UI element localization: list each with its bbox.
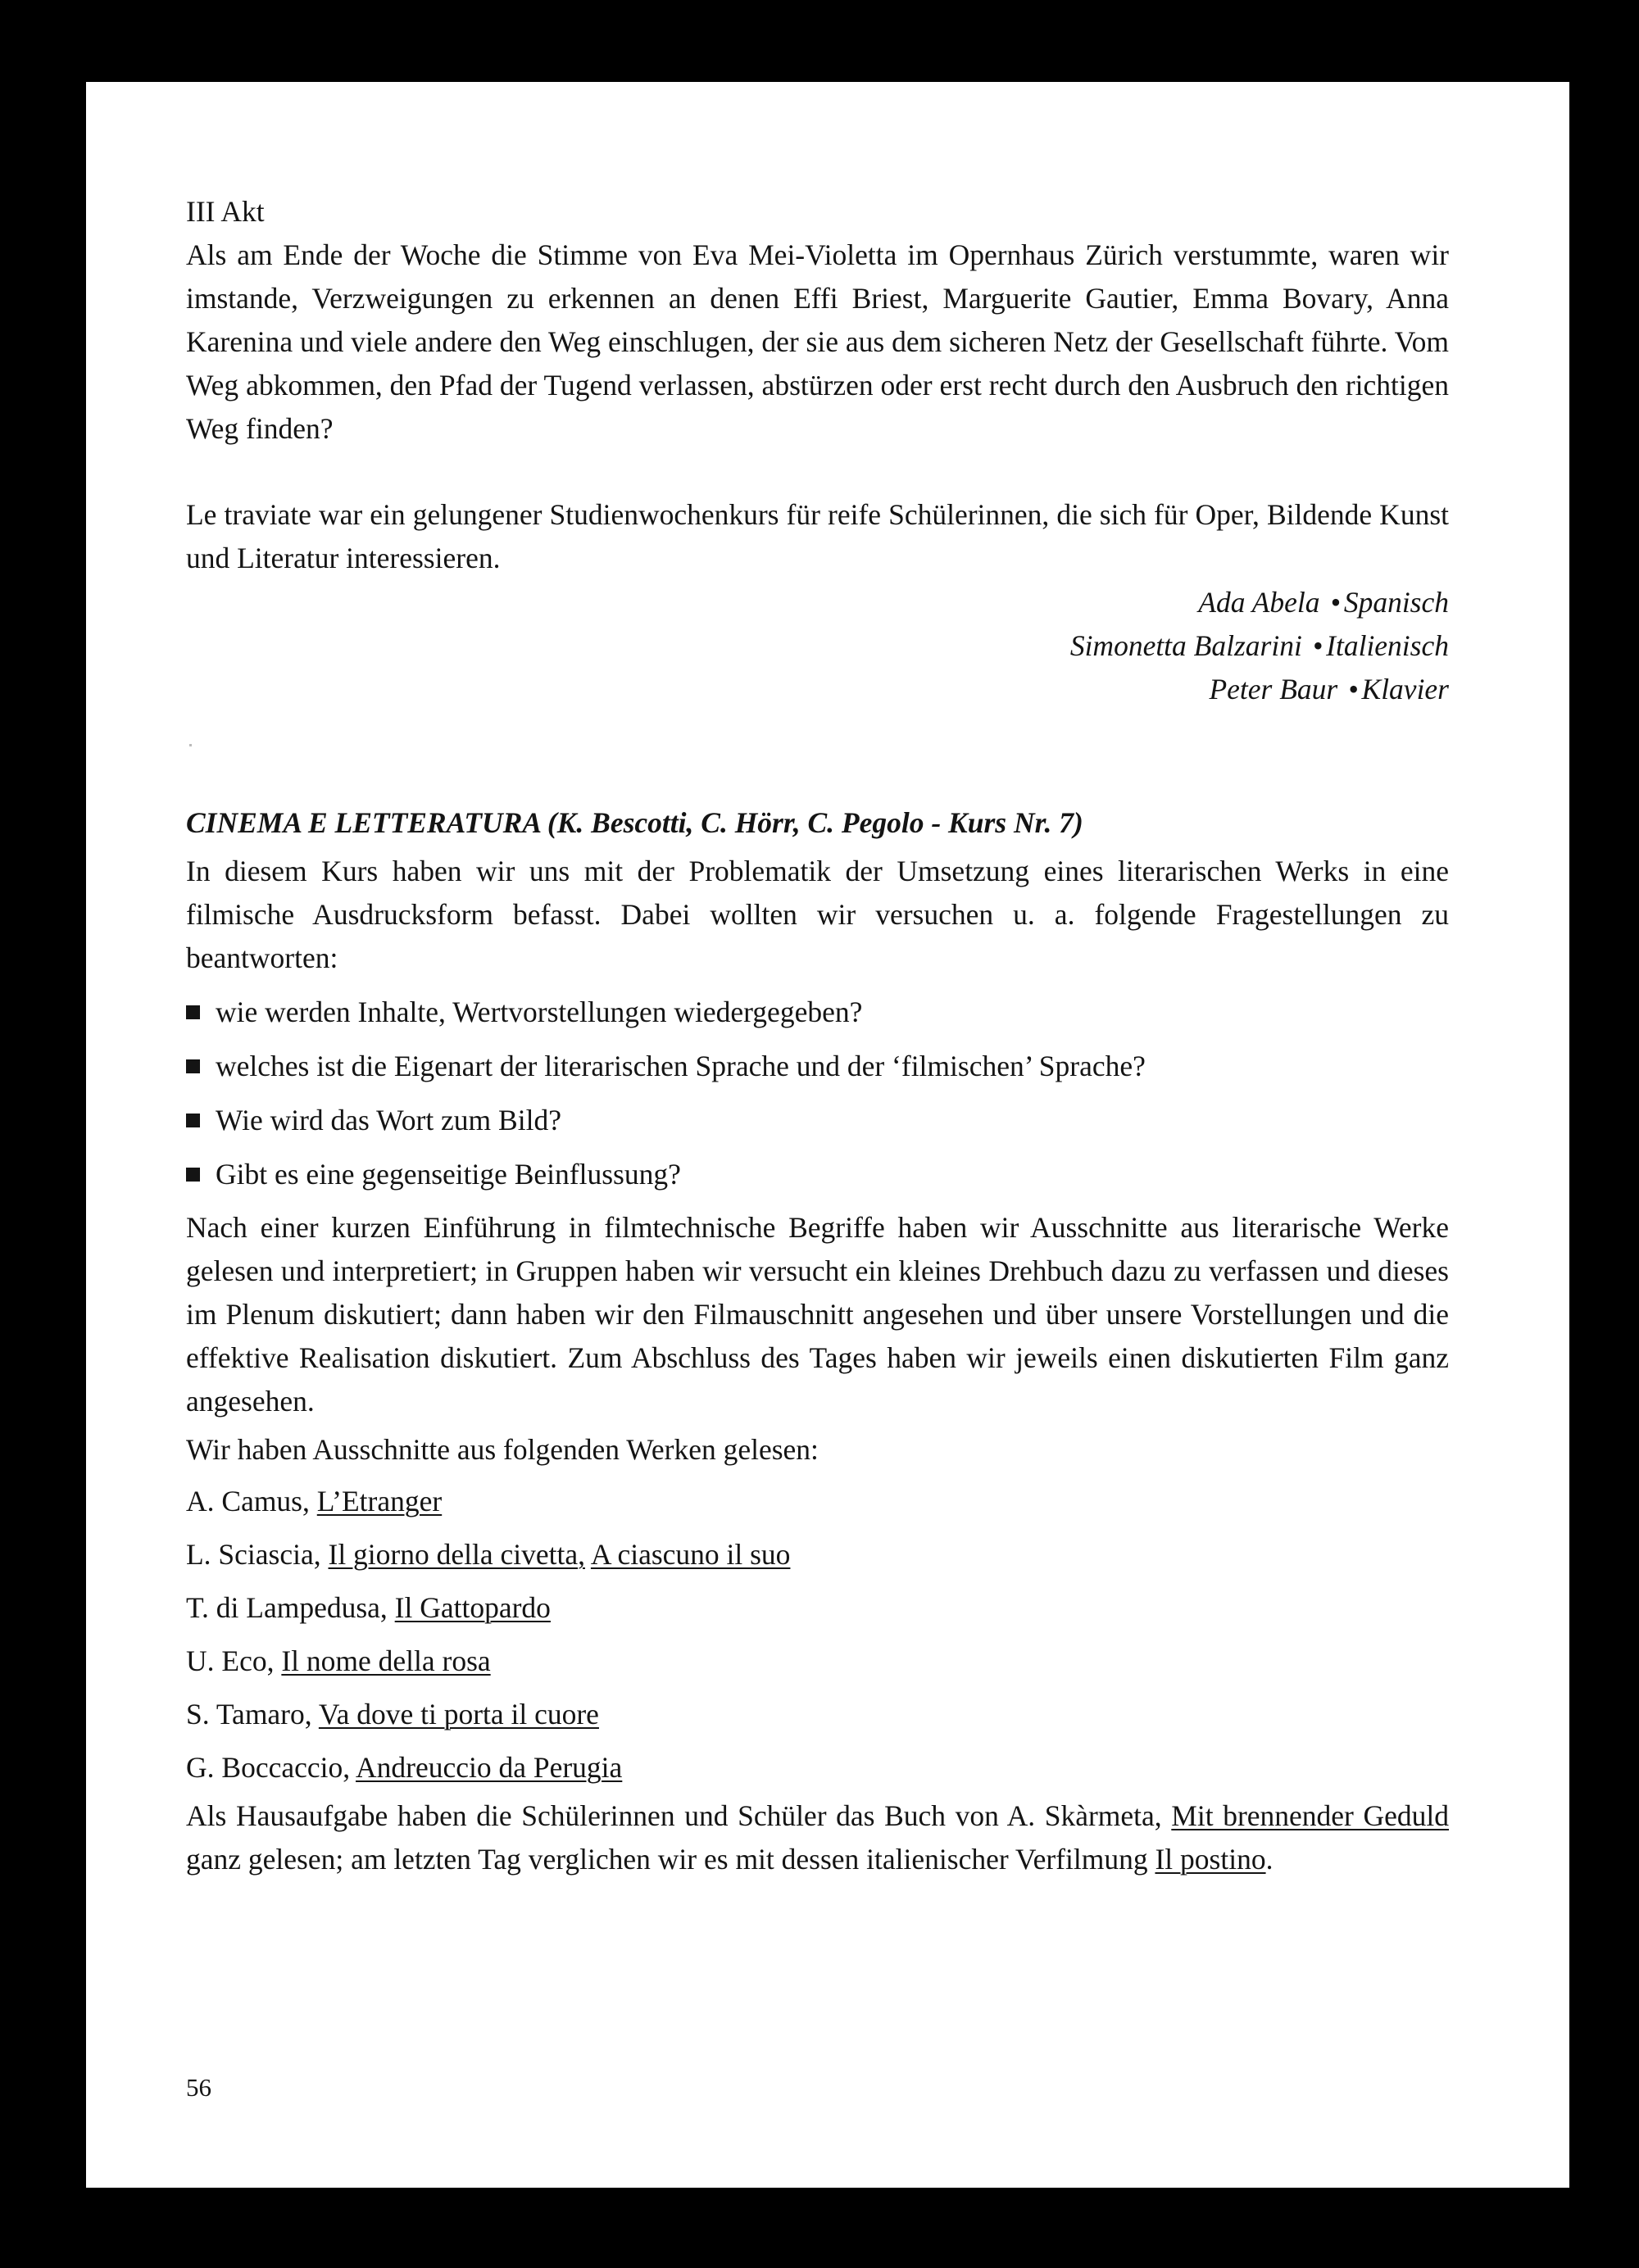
work-item: T. di Lampedusa, Il Gattopardo: [186, 1591, 551, 1624]
act-title: III Akt: [186, 195, 265, 228]
work-item: G. Boccaccio, Andreuccio da Perugia: [186, 1751, 623, 1784]
signature-block: [186, 581, 1449, 711]
signature-line: Simonetta Balzarini • Italienisch: [1069, 629, 1449, 662]
summary-paragraph: Le traviate war ein gelungener Studienwochenkurs für reife Schülerinnen, die sich für Oper, Bildende Kunst und Literatur interessieren.: [186, 498, 1449, 574]
course-heading: CINEMA E LETTERATURA (K. Bescotti, C. Hörr, C. Pegolo - Kurs Nr. 7): [186, 806, 1083, 839]
square-bullet-icon: [186, 1168, 200, 1182]
book-title: Mit brennender Geduld: [1171, 1799, 1450, 1832]
work-item: L. Sciascia, Il giorno della civetta, A ciascuno il suo: [186, 1538, 791, 1571]
homework-paragraph: Als Hausaufgabe haben die Schülerinnen und Schüler das Buch von A. Skàrmeta, Mit brennender Geduld ganz gelesen; am letzten Tag verglichen wir es mit dessen italienischer Verfilmung Il postino.: [186, 1799, 1450, 1876]
course-intro: In diesem Kurs haben wir uns mit der Problematik der Umsetzung eines literarischen Werks in eine filmische Ausdrucksform befasst. Dabei wollten wir versuchen u. a. folgende Fragestellungen zu beantworten:: [186, 855, 1449, 974]
list-item: wie werden Inhalte, Wertvorstellungen wiedergegeben?: [186, 985, 1449, 1039]
works-intro: Wir haben Ausschnitte aus folgenden Werken gelesen:: [186, 1433, 819, 1466]
page-content: [186, 190, 1449, 1881]
work-item: S. Tamaro, Va dove ti porta il cuore: [186, 1698, 599, 1730]
method-paragraph: Nach einer kurzen Einführung in filmtechnische Begriffe haben wir Ausschnitte aus literarische Werke gelesen und interpretiert; in Gruppen haben wir versucht ein kleines Drehbuch dazu zu verfassen und dieses im Plenum diskutiert; dann haben wir den Filmauschnitt angesehen und über unsere Vorstellungen und die effektive Realisation diskutiert. Zum Abschluss des Tages haben wir jeweils einen diskutierten Film ganz angesehen.: [186, 1211, 1449, 1418]
list-item: Wie wird das Wort zum Bild?: [186, 1093, 1449, 1147]
document-page: [86, 82, 1569, 2188]
works-list: [186, 1475, 1449, 1794]
film-title: Il postino: [1155, 1843, 1266, 1876]
square-bullet-icon: [186, 1059, 200, 1073]
question-list: [186, 985, 1449, 1201]
list-item: Gibt es eine gegenseitige Beinflussung?: [186, 1147, 1449, 1201]
square-bullet-icon: [186, 1005, 200, 1019]
page-number: 56: [186, 2073, 211, 2102]
signature-line: Peter Baur • Klavier: [1209, 673, 1449, 705]
list-item: welches ist die Eigenart der literarischen Sprache und der ‘filmischen’ Sprache?: [186, 1039, 1449, 1093]
act-paragraph: Als am Ende der Woche die Stimme von Eva Mei-Violetta im Opernhaus Zürich verstummte, waren wir imstande, Verzweigungen zu erkennen an denen Effi Briest, Marguerite Gautier, Emma Bovary, Anna Karenina und viele andere den Weg einschlugen, der sie aus dem sicheren Netz der Gesellschaft führte. Vom Weg abkommen, den Pfad der Tugend verlassen, abstürzen oder erst recht durch den Ausbruch den richtigen Weg finden?: [186, 238, 1449, 445]
work-item: A. Camus, L’Etranger: [186, 1485, 443, 1517]
work-item: U. Eco, Il nome della rosa: [186, 1644, 491, 1677]
signature-line: Ada Abela • Spanisch: [1198, 586, 1449, 619]
square-bullet-icon: [186, 1114, 200, 1127]
